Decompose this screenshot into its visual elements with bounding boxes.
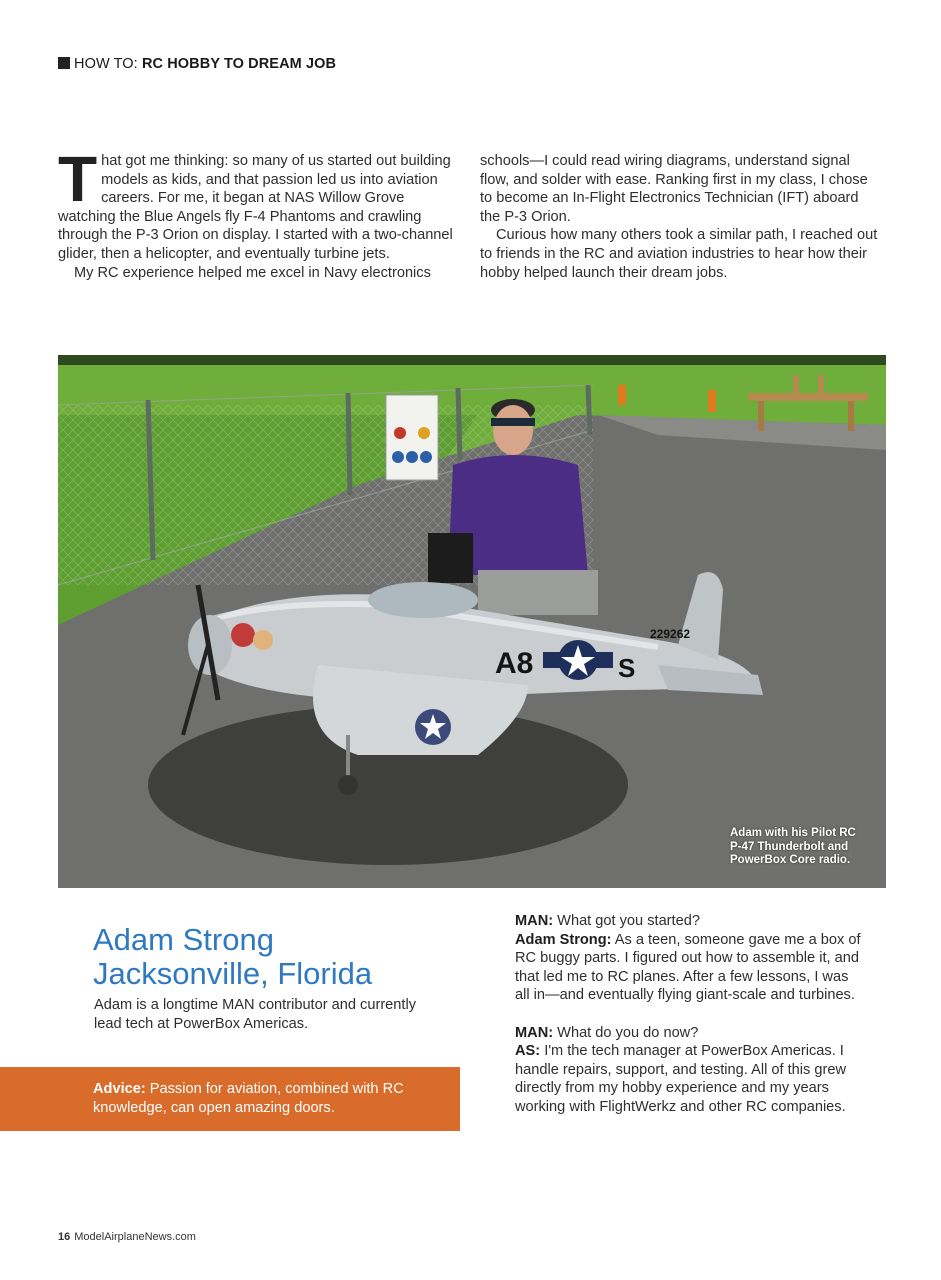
question-1-text: What got you started?	[557, 913, 700, 929]
advice-label: Advice:	[93, 1081, 146, 1097]
intro-right-text-1: schools—I could read wiring diagrams, understand signal flow, and solder with ease. Ranking first in my class, I chose to become an In-Flight Electronics Technician (IFT) aboard the P-3 Orion.	[480, 153, 868, 225]
intro-left-text-1: hat got me thinking: so many of us started out building models as kids, and that passion led us into aviation careers. For me, it began at NAS Willow Grove watching the Blue Angels fly F-4 Phantoms and crawling through the P-3 Orion on display. I started with a two-channel glider, then a helicopter, and eventually turbine jets.	[58, 153, 453, 262]
profile-location: Jacksonville, Florida	[93, 956, 373, 991]
profile-bio: Adam is a longtime MAN contributor and currently lead tech at PowerBox Americas.	[94, 997, 417, 1032]
intro-paragraph-1	[58, 143, 460, 264]
header-title: RC HOBBY TO DREAM JOB	[141, 56, 337, 72]
photo-caption: Adam with his Pilot RC P-47 Thunderbolt and PowerBox Core radio.	[730, 827, 856, 867]
page-footer	[58, 1231, 196, 1243]
intro-right-column	[480, 152, 880, 282]
header-square-icon	[58, 57, 70, 69]
answer-1	[515, 931, 865, 1005]
question-2-text: What do you do now?	[557, 1024, 699, 1041]
answer-2-text: I'm the tech manager at PowerBox Americas. I handle repairs, support, and testing. All of this grew directly from my hobby experience and my years working with FlightWerkz and other RC companies.	[515, 1043, 846, 1115]
advice-text: Passion for aviation, combined with RC knowledge, can open amazing doors.	[93, 1081, 404, 1116]
advice-text-block	[93, 1080, 423, 1118]
qa-spacer	[515, 1005, 865, 1024]
header-prefix: HOW TO:	[74, 56, 138, 72]
drop-cap: T	[58, 143, 98, 215]
question-2-label: MAN:	[515, 1024, 554, 1041]
photo-illustration	[58, 355, 886, 888]
profile-heading	[93, 923, 372, 991]
profile-name: Adam Strong	[93, 922, 274, 957]
footer-site: ModelAirplaneNews.com	[74, 1231, 196, 1243]
answer-1-text: As a teen, someone gave me a box of RC buggy parts. I figured out how to assemble it, and that led me to RC planes. After a few lessons, I was all in—and eventually flying giant-scale and turbines.	[515, 931, 861, 1004]
answer-1-label: Adam Strong:	[515, 931, 612, 948]
page-number: 16	[58, 1231, 71, 1243]
question-1	[515, 912, 865, 931]
answer-2-label: AS:	[515, 1043, 541, 1060]
feature-photo	[58, 355, 886, 888]
section-header	[58, 56, 336, 72]
interview	[515, 912, 865, 1117]
intro-right-text-2: Curious how many others took a similar path, I reached out to friends in the RC and aviation industries to hear how their hobby helped launch their dream jobs.	[480, 227, 878, 281]
plane-tail-number: 229262	[650, 627, 691, 641]
answer-2	[515, 1042, 865, 1116]
plane-code-left: A8	[495, 647, 534, 680]
question-2	[515, 1024, 865, 1043]
plane-code-right: S	[618, 653, 636, 683]
intro-left-text-2: My RC experience helped me excel in Navy electronics	[74, 264, 431, 281]
question-1-label: MAN:	[515, 913, 554, 929]
intro-left-column	[58, 143, 460, 282]
advice-box	[0, 1067, 460, 1131]
